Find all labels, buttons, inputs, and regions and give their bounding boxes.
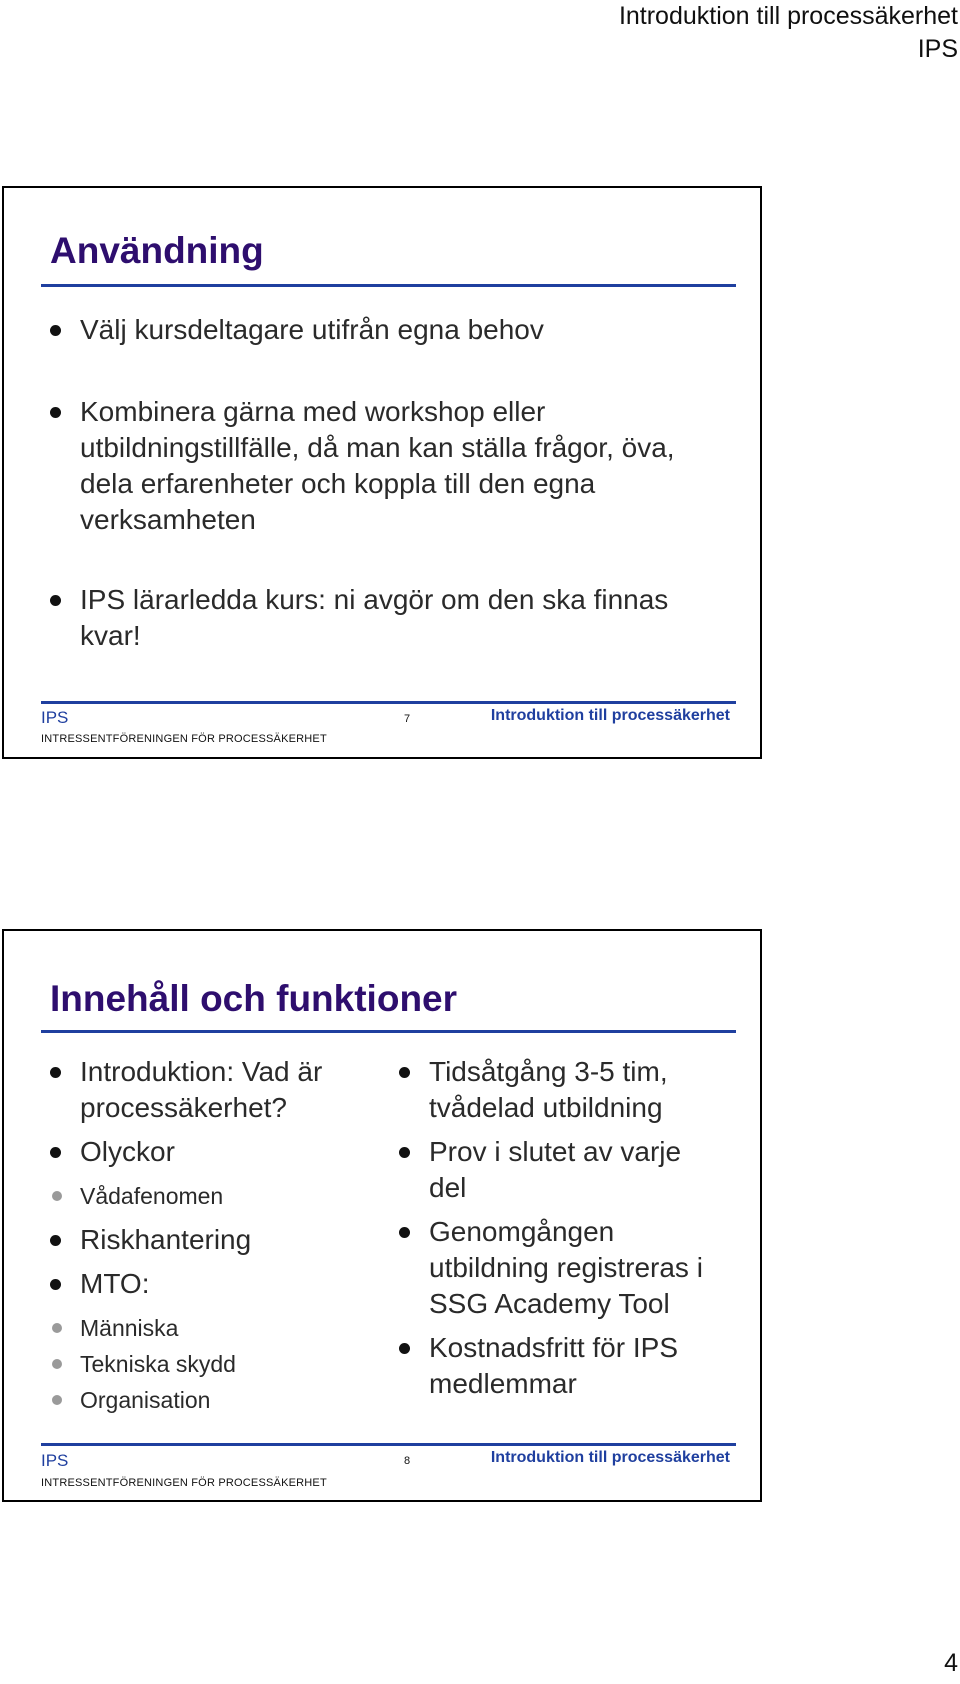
page-header — [619, 0, 958, 66]
footer-org-full: INTRESSENTFÖRENINGEN FÖR PROCESSÄKERHET — [41, 733, 327, 745]
bullet-item: Genomgången utbildning registreras i SSG Academy Tool — [399, 1214, 719, 1322]
slide-title: Innehåll och funktioner — [50, 978, 458, 1019]
document-page-number: 4 — [944, 1649, 958, 1677]
right-bullet-column — [399, 1054, 719, 1410]
bullet-item: Tidsåtgång 3-5 tim, tvådelad utbildning — [399, 1054, 719, 1126]
bullet-group — [50, 1134, 370, 1214]
left-bullet-column — [50, 1054, 370, 1426]
sub-bullet-item: Organisation — [50, 1382, 370, 1418]
sub-bullet-item: Vådafenomen — [50, 1178, 370, 1214]
slide-8 — [2, 929, 762, 1502]
bullet-list — [50, 312, 690, 700]
sub-bullet-item: Människa — [50, 1310, 370, 1346]
bullet-item: IPS lärarledda kurs: ni avgör om den ska finnas kvar! — [50, 582, 690, 654]
footer-course-title: Introduktion till processäkerhet — [490, 707, 730, 724]
page-header-org: IPS — [917, 35, 958, 63]
bullet-item: Kostnadsfritt för IPS medlemmar — [399, 1330, 719, 1402]
slide-page-number: 7 — [404, 713, 411, 725]
slide-title: Användning — [50, 230, 264, 271]
title-divider — [41, 1030, 736, 1033]
page-header-title: Introduktion till processäkerhet — [618, 2, 958, 30]
bullet-item: MTO: — [50, 1266, 370, 1302]
bullet-item: Olyckor — [50, 1134, 370, 1170]
sub-bullet-list — [50, 1178, 370, 1214]
bullet-item: Prov i slutet av varje del — [399, 1134, 719, 1206]
footer-course-title: Introduktion till processäkerhet — [490, 1449, 730, 1466]
bullet-item: Riskhantering — [50, 1222, 370, 1258]
bullet-group — [50, 1266, 370, 1418]
slide-7 — [2, 186, 762, 759]
title-divider — [41, 284, 736, 287]
bullet-item: Kombinera gärna med workshop eller utbildningstillfälle, då man kan ställa frågor, öva, dela erfarenheter och koppla till den egna verksamheten — [50, 394, 690, 538]
slide-page-number: 8 — [404, 1455, 411, 1467]
footer-divider — [41, 1443, 736, 1446]
bullet-item: Introduktion: Vad är processäkerhet? — [50, 1054, 370, 1126]
bullet-item: Välj kursdeltagare utifrån egna behov — [50, 312, 690, 348]
footer-divider — [41, 701, 736, 704]
footer-org-full: INTRESSENTFÖRENINGEN FÖR PROCESSÄKERHET — [41, 1477, 327, 1489]
sub-bullet-item: Tekniska skydd — [50, 1346, 370, 1382]
footer-org-short: IPS — [41, 708, 69, 727]
footer-org-short: IPS — [41, 1451, 69, 1470]
sub-bullet-list — [50, 1310, 370, 1418]
